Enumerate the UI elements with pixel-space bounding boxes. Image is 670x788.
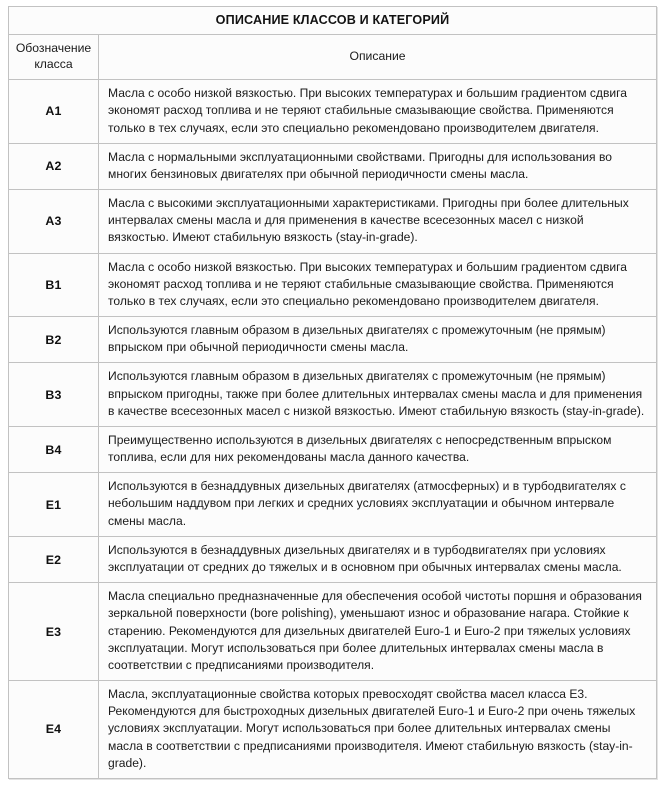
table-row xyxy=(9,80,657,144)
class-description-cell: Масла с высокими эксплуатационными характеристиками. Пригодны при более длительных интервалах смены масла и для применения в качестве всесезонных масел с низкой вязкостью. Имеют стабильную вязкость (stay-in-grade). xyxy=(99,190,657,254)
table-title-row xyxy=(9,7,657,35)
class-description-cell: Масла с особо низкой вязкостью. При высоких температурах и большим градиентом сдвига экономят расход топлива и не теряют стабильные смазывающие свойства. Применяются только в тех случаях, если это специально рекомендовано производителем двигателя. xyxy=(99,80,657,144)
class-code-cell: E3 xyxy=(9,583,99,681)
class-description-cell: Преимущественно используются в дизельных двигателях с непосредственным впрыском топлива, если для них рекомендованы масла данного качества. xyxy=(99,426,657,472)
table-row xyxy=(9,473,657,537)
table-row xyxy=(9,426,657,472)
column-header-description: Описание xyxy=(99,35,657,80)
class-description-cell: Используются в безнаддувных дизельных двигателях и в турбодвигателях при условиях эксплуатации от средних до тяжелых и в основном при обычных интервалах смены масла. xyxy=(99,536,657,582)
table-row xyxy=(9,583,657,681)
class-code-cell: A1 xyxy=(9,80,99,144)
class-description-cell: Масла с нормальными эксплуатационными свойствами. Пригодны для использования во многих бензиновых двигателях при обычной периодичности смены масла. xyxy=(99,143,657,189)
class-description-cell: Масла, эксплуатационные свойства которых превосходят свойства масел класса E3. Рекомендуются для быстроходных дизельных двигателей Euro-1 и Euro-2 при очень тяжелых условиях эксплуатации. Могут использоваться при более длительных интервалах смены масла в соответствии с предписаниями производителя. Имеют стабильную вязкость (stay-in-grade). xyxy=(99,681,657,779)
table-row xyxy=(9,536,657,582)
class-code-cell: B4 xyxy=(9,426,99,472)
table-row xyxy=(9,190,657,254)
table-row xyxy=(9,681,657,779)
class-description-cell: Используются главным образом в дизельных двигателях с промежуточным (не прямым) впрыском при обычной периодичности смены масла. xyxy=(99,317,657,363)
table-row xyxy=(9,253,657,317)
table-column-header-row xyxy=(9,35,657,80)
column-header-class: Обозначение класса xyxy=(9,35,99,80)
class-code-cell: B3 xyxy=(9,363,99,427)
class-description-cell: Масла специально предназначенные для обеспечения особой чистоты поршня и образования зеркальной поверхности (bore polishing), уменьшают износ и образование нагара. Стойкие к старению. Рекомендуются для дизельных двигателей Euro-1 и Euro-2 при тяжелых условиях эксплуатации. Могут использоваться при более длительных интервалах смены масла в соответствии с предписаниями производителя. xyxy=(99,583,657,681)
class-description-cell: Масла с особо низкой вязкостью. При высоких температурах и большим градиентом сдвига экономят расход топлива и не теряют стабильные смазывающие свойства. Применяются только в тех случаях, если это специально рекомендовано производителем двигателя. xyxy=(99,253,657,317)
table-row xyxy=(9,317,657,363)
class-code-cell: E4 xyxy=(9,681,99,779)
table-body xyxy=(9,80,657,779)
class-code-cell: A3 xyxy=(9,190,99,254)
table-header-group xyxy=(9,7,657,80)
class-code-cell: E1 xyxy=(9,473,99,537)
class-description-cell: Используются главным образом в дизельных двигателях с промежуточным (не прямым) впрыском пригодны, также при более длительных интервалах смены масла и для применения в качестве всесезонных масел с низкой вязкостью. Имеют стабильную вязкость (stay-in-grade). xyxy=(99,363,657,427)
class-code-cell: B1 xyxy=(9,253,99,317)
table-row xyxy=(9,363,657,427)
class-code-cell: E2 xyxy=(9,536,99,582)
table-row xyxy=(9,143,657,189)
class-code-cell: A2 xyxy=(9,143,99,189)
classes-and-categories-table xyxy=(8,6,657,779)
class-code-cell: B2 xyxy=(9,317,99,363)
page-title: ОПИСАНИЕ КЛАССОВ И КАТЕГОРИЙ xyxy=(9,7,657,35)
class-description-cell: Используются в безнаддувных дизельных двигателях (атмосферных) и в турбодвигателях с небольшим наддувом при легких и средних условиях эксплуатации и обычном интервале смены масла. xyxy=(99,473,657,537)
